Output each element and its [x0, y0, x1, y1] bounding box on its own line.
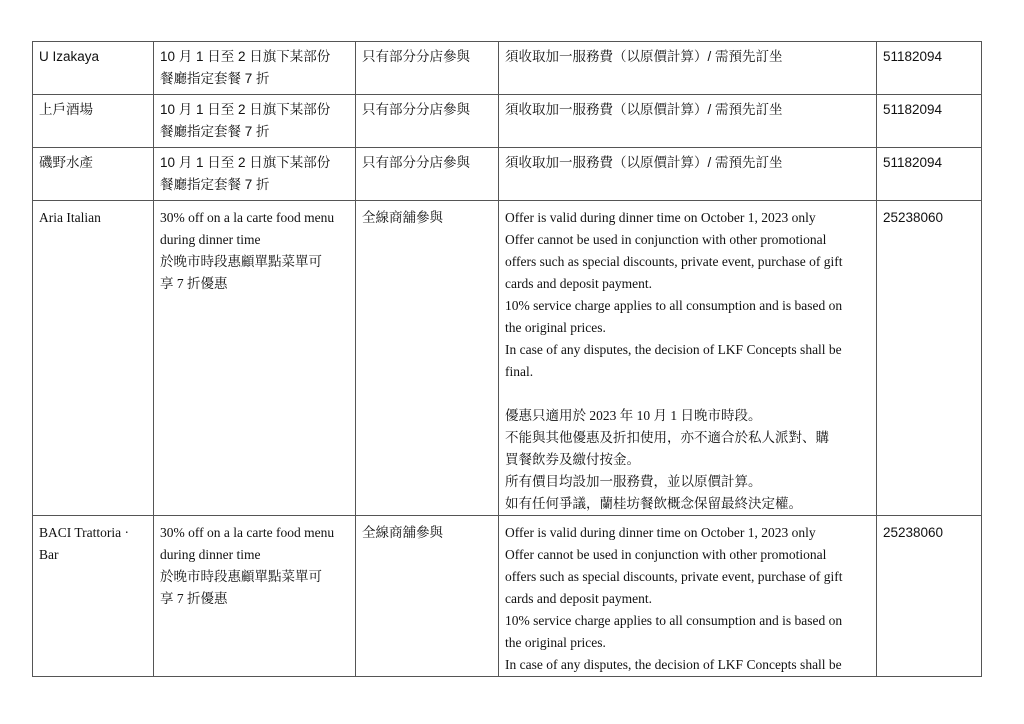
restaurant-name: 上戶酒場 [39, 102, 93, 117]
restaurant-name: BACI Trattoria · [39, 525, 130, 540]
terms-line: offers such as special discounts, private event, purchase of gift [505, 254, 843, 269]
offer-line: during dinner time [160, 232, 261, 247]
offer-line: 於晚市時段惠顧單點菜單可 [160, 254, 322, 269]
terms-cell [499, 201, 877, 516]
offer-cell [154, 201, 356, 516]
offers-table [32, 41, 982, 677]
terms-line: cards and deposit payment. [505, 276, 652, 291]
restaurant-name: U Izakaya [39, 49, 100, 64]
table-row [33, 95, 982, 148]
phone-number: 25238060 [883, 525, 944, 540]
offer-cell [154, 42, 356, 95]
terms-line: 須收取加一服務費（以原價計算）/ 需預先訂坐 [505, 155, 783, 170]
offer-line: 餐廳指定套餐 7 折 [160, 124, 270, 139]
terms-line: Offer is valid during dinner time on October 1, 2023 only [505, 210, 816, 225]
participation-cell [356, 148, 499, 201]
table-row [33, 201, 982, 516]
offer-line: 於晚市時段惠顧單點菜單可 [160, 569, 322, 584]
restaurant-name-cell [33, 201, 154, 516]
offer-line: 享 7 折優惠 [160, 591, 228, 606]
offer-line: during dinner time [160, 547, 261, 562]
terms-cell [499, 95, 877, 148]
participation-cell [356, 201, 499, 516]
phone-number: 51182094 [883, 155, 943, 170]
phone-cell [877, 148, 982, 201]
offer-line: 30% off on a la carte food menu [160, 525, 335, 540]
terms-line: 如有任何爭議，蘭桂坊餐飲概念保留最終決定權。 [505, 496, 802, 511]
participation-text: 全線商舖參與 [362, 525, 443, 540]
terms-line: cards and deposit payment. [505, 591, 652, 606]
table-row [33, 516, 982, 677]
participation-cell [356, 95, 499, 148]
phone-cell [877, 516, 982, 677]
offer-cell [154, 148, 356, 201]
phone-number: 51182094 [883, 49, 943, 64]
restaurant-name-cell [33, 95, 154, 148]
terms-line: 優惠只適用於 2023 年 10 月 1 日晚市時段。 [505, 408, 762, 423]
restaurant-name: Aria Italian [39, 210, 101, 225]
table-row [33, 42, 982, 95]
terms-line: final. [505, 364, 534, 379]
terms-cell [499, 42, 877, 95]
terms-line: 須收取加一服務費（以原價計算）/ 需預先訂坐 [505, 49, 783, 64]
offer-line: 餐廳指定套餐 7 折 [160, 71, 270, 86]
restaurant-name-cell [33, 516, 154, 677]
terms-line: Offer cannot be used in conjunction with other promotional [505, 547, 827, 562]
terms-line: 買餐飲券及繳付按金。 [505, 452, 640, 467]
terms-line: 不能與其他優惠及折扣使用，亦不適合於私人派對、購 [505, 430, 829, 445]
participation-text: 只有部分分店參與 [362, 155, 470, 170]
phone-cell [877, 201, 982, 516]
terms-cell [499, 516, 877, 677]
terms-line: 10% service charge applies to all consumption and is based on [505, 298, 843, 313]
table-row [33, 148, 982, 201]
terms-line: the original prices. [505, 635, 606, 650]
offer-cell [154, 516, 356, 677]
terms-line: 所有價目均設加一服務費，並以原價計算。 [505, 474, 762, 489]
offer-line: 餐廳指定套餐 7 折 [160, 177, 270, 192]
participation-text: 全線商舖參與 [362, 210, 443, 225]
offer-cell [154, 95, 356, 148]
restaurant-name-cell [33, 42, 154, 95]
paragraph-gap [505, 383, 870, 405]
restaurant-name: Bar [39, 547, 59, 562]
restaurant-name-cell [33, 148, 154, 201]
offer-line: 10 月 1 日至 2 日旗下某部份 [160, 102, 331, 117]
participation-cell [356, 516, 499, 677]
terms-line: the original prices. [505, 320, 606, 335]
phone-number: 51182094 [883, 102, 943, 117]
terms-line: 須收取加一服務費（以原價計算）/ 需預先訂坐 [505, 102, 783, 117]
offer-line: 10 月 1 日至 2 日旗下某部份 [160, 155, 331, 170]
terms-line: offers such as special discounts, private event, purchase of gift [505, 569, 843, 584]
offer-line: 享 7 折優惠 [160, 276, 228, 291]
participation-text: 只有部分分店參與 [362, 102, 470, 117]
participation-text: 只有部分分店參與 [362, 49, 470, 64]
phone-number: 25238060 [883, 210, 944, 225]
terms-line: Offer is valid during dinner time on October 1, 2023 only [505, 525, 816, 540]
offer-line: 10 月 1 日至 2 日旗下某部份 [160, 49, 331, 64]
document-page [32, 41, 981, 677]
offer-line: 30% off on a la carte food menu [160, 210, 335, 225]
phone-cell [877, 42, 982, 95]
terms-line: Offer cannot be used in conjunction with other promotional [505, 232, 827, 247]
terms-line: In case of any disputes, the decision of LKF Concepts shall be [505, 342, 842, 357]
phone-cell [877, 95, 982, 148]
restaurant-name: 磯野水產 [39, 155, 93, 170]
terms-line: 10% service charge applies to all consumption and is based on [505, 613, 843, 628]
terms-cell [499, 148, 877, 201]
participation-cell [356, 42, 499, 95]
terms-line: In case of any disputes, the decision of LKF Concepts shall be [505, 657, 842, 672]
